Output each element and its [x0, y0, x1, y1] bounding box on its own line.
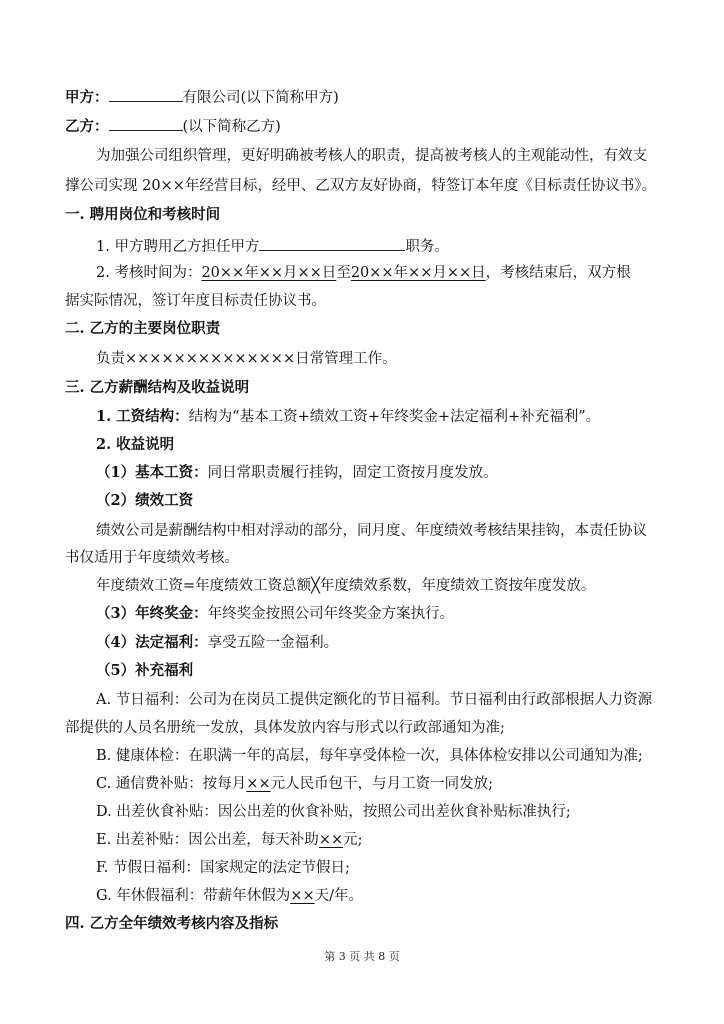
- item2-pre: 2. 考核时间为：: [96, 265, 202, 281]
- item-g: [96, 886, 363, 906]
- section4-heading: 四. 乙方全年绩效考核内容及指标: [65, 915, 279, 932]
- party-a-suffix: 有限公司(以下简称甲方): [182, 90, 339, 106]
- party-b-label: 乙方：: [65, 118, 109, 135]
- section1-item2: [96, 263, 631, 283]
- item1-pre: 1. 甲方聘用乙方担任甲方: [96, 239, 260, 255]
- legal-line: [96, 633, 338, 653]
- intro-line-1: 为加强公司组织管理，更好明确被考核人的职责，提高被考核人的主观能动性，有效支: [96, 148, 647, 164]
- perf-heading: （2）绩效工资: [96, 492, 194, 509]
- salary-text: 结构为“基本工资+绩效工资+年终奖金+法定福利+补充福利”。: [188, 409, 601, 425]
- legal-label: （4）法定福利：: [96, 634, 208, 651]
- item-g-pre: G. 年休假福利：带薪年休假为: [96, 888, 291, 904]
- item-e-post: 元;: [343, 832, 363, 848]
- section3-heading: 三. 乙方薪酬结构及收益说明: [65, 379, 250, 396]
- item-a-line-1: A. 节日福利：公司为在岗员工提供定额化的节日福利。节日福利由行政部根据人力资源: [96, 692, 653, 708]
- section1-item2-line2: 据实际情况，签订年度目标责任协议书。: [65, 293, 326, 309]
- section1-heading: 一. 聘用岗位和考核时间: [65, 206, 221, 223]
- perf-line-2: 书仅适用于年度绩效考核。: [65, 550, 239, 566]
- item-b: B. 健康体检：在职满一年的高层，每年享受体检一次，具体体检安排以公司通知为准;: [96, 748, 643, 764]
- section2-heading: 二. 乙方的主要岗位职责: [65, 320, 221, 337]
- section2-duty: 负责××××××××××××××日常管理工作。: [96, 351, 397, 367]
- bonus-label: （3）年终奖金：: [96, 605, 208, 622]
- party-a-label: 甲方：: [65, 89, 109, 106]
- bonus-line: [96, 604, 454, 624]
- legal-text: 享受五险一金福利。: [207, 635, 339, 651]
- item-e: [96, 830, 363, 850]
- salary-label: 1. 工资结构：: [96, 408, 189, 425]
- item-g-post: 天/年。: [314, 888, 363, 904]
- item-g-amount: ××: [290, 888, 315, 904]
- party-b-blank: [109, 115, 183, 131]
- item-e-amount: ××: [318, 832, 344, 848]
- item-a-line-2: 部提供的人员名册统一发放，具体发放内容与形式以行政部通知为准;: [65, 720, 505, 736]
- basic-salary-line: [96, 463, 498, 483]
- perf-formula: 年度绩效工资=年度绩效工资总额╳年度绩效系数，年度绩效工资按年度发放。: [96, 578, 596, 594]
- item-c-post: 元人民币包干，与月工资一同发放;: [270, 776, 493, 792]
- perf-line-1: 绩效公司是薪酬结构中相对浮动的部分，同月度、年度绩效考核结果挂钩，本责任协议: [96, 523, 647, 539]
- item-c: [96, 774, 493, 794]
- basic-text: 同日常职责履行挂钩，固定工资按月度发放。: [207, 465, 498, 481]
- party-b-line: [65, 115, 281, 137]
- position-blank: [259, 235, 405, 251]
- date-mid: 至: [336, 265, 351, 281]
- page-footer: 第 3 页 共 8 页: [324, 950, 400, 963]
- basic-label: （1）基本工资：: [96, 464, 208, 481]
- party-a-blank: [109, 86, 183, 102]
- salary-structure-line: [96, 407, 600, 427]
- item-c-pre: C. 通信费补贴：按每月: [96, 776, 247, 792]
- intro-line-2: 撑公司实现 20××年经营目标，经甲、乙双方友好协商，特签订本年度《目标责任协议书》。: [65, 178, 657, 194]
- item-f: F. 节假日福利：国家规定的法定节假日;: [96, 860, 350, 876]
- item2-post: ，考核结束后，双方根: [485, 265, 631, 281]
- party-a-line: [65, 86, 339, 108]
- item-c-amount: ××: [246, 776, 271, 792]
- income-heading: 2. 收益说明: [96, 436, 175, 453]
- bonus-text: 年终奖金按照公司年终奖金方案执行。: [207, 606, 455, 622]
- section1-item1: [96, 235, 449, 257]
- item-e-pre: E. 出差补贴：因公出差，每天补助: [96, 832, 319, 848]
- date-end: 20××年××月××日: [350, 265, 486, 281]
- date-start: 20××年××月××日: [201, 265, 337, 281]
- item1-post: 职务。: [405, 239, 449, 255]
- item-d: D. 出差伙食补贴：因公出差的伙食补贴，按照公司出差伙食补贴标准执行;: [96, 804, 571, 820]
- party-b-suffix: (以下简称乙方): [182, 119, 281, 135]
- supp-heading: （5）补充福利: [96, 662, 194, 679]
